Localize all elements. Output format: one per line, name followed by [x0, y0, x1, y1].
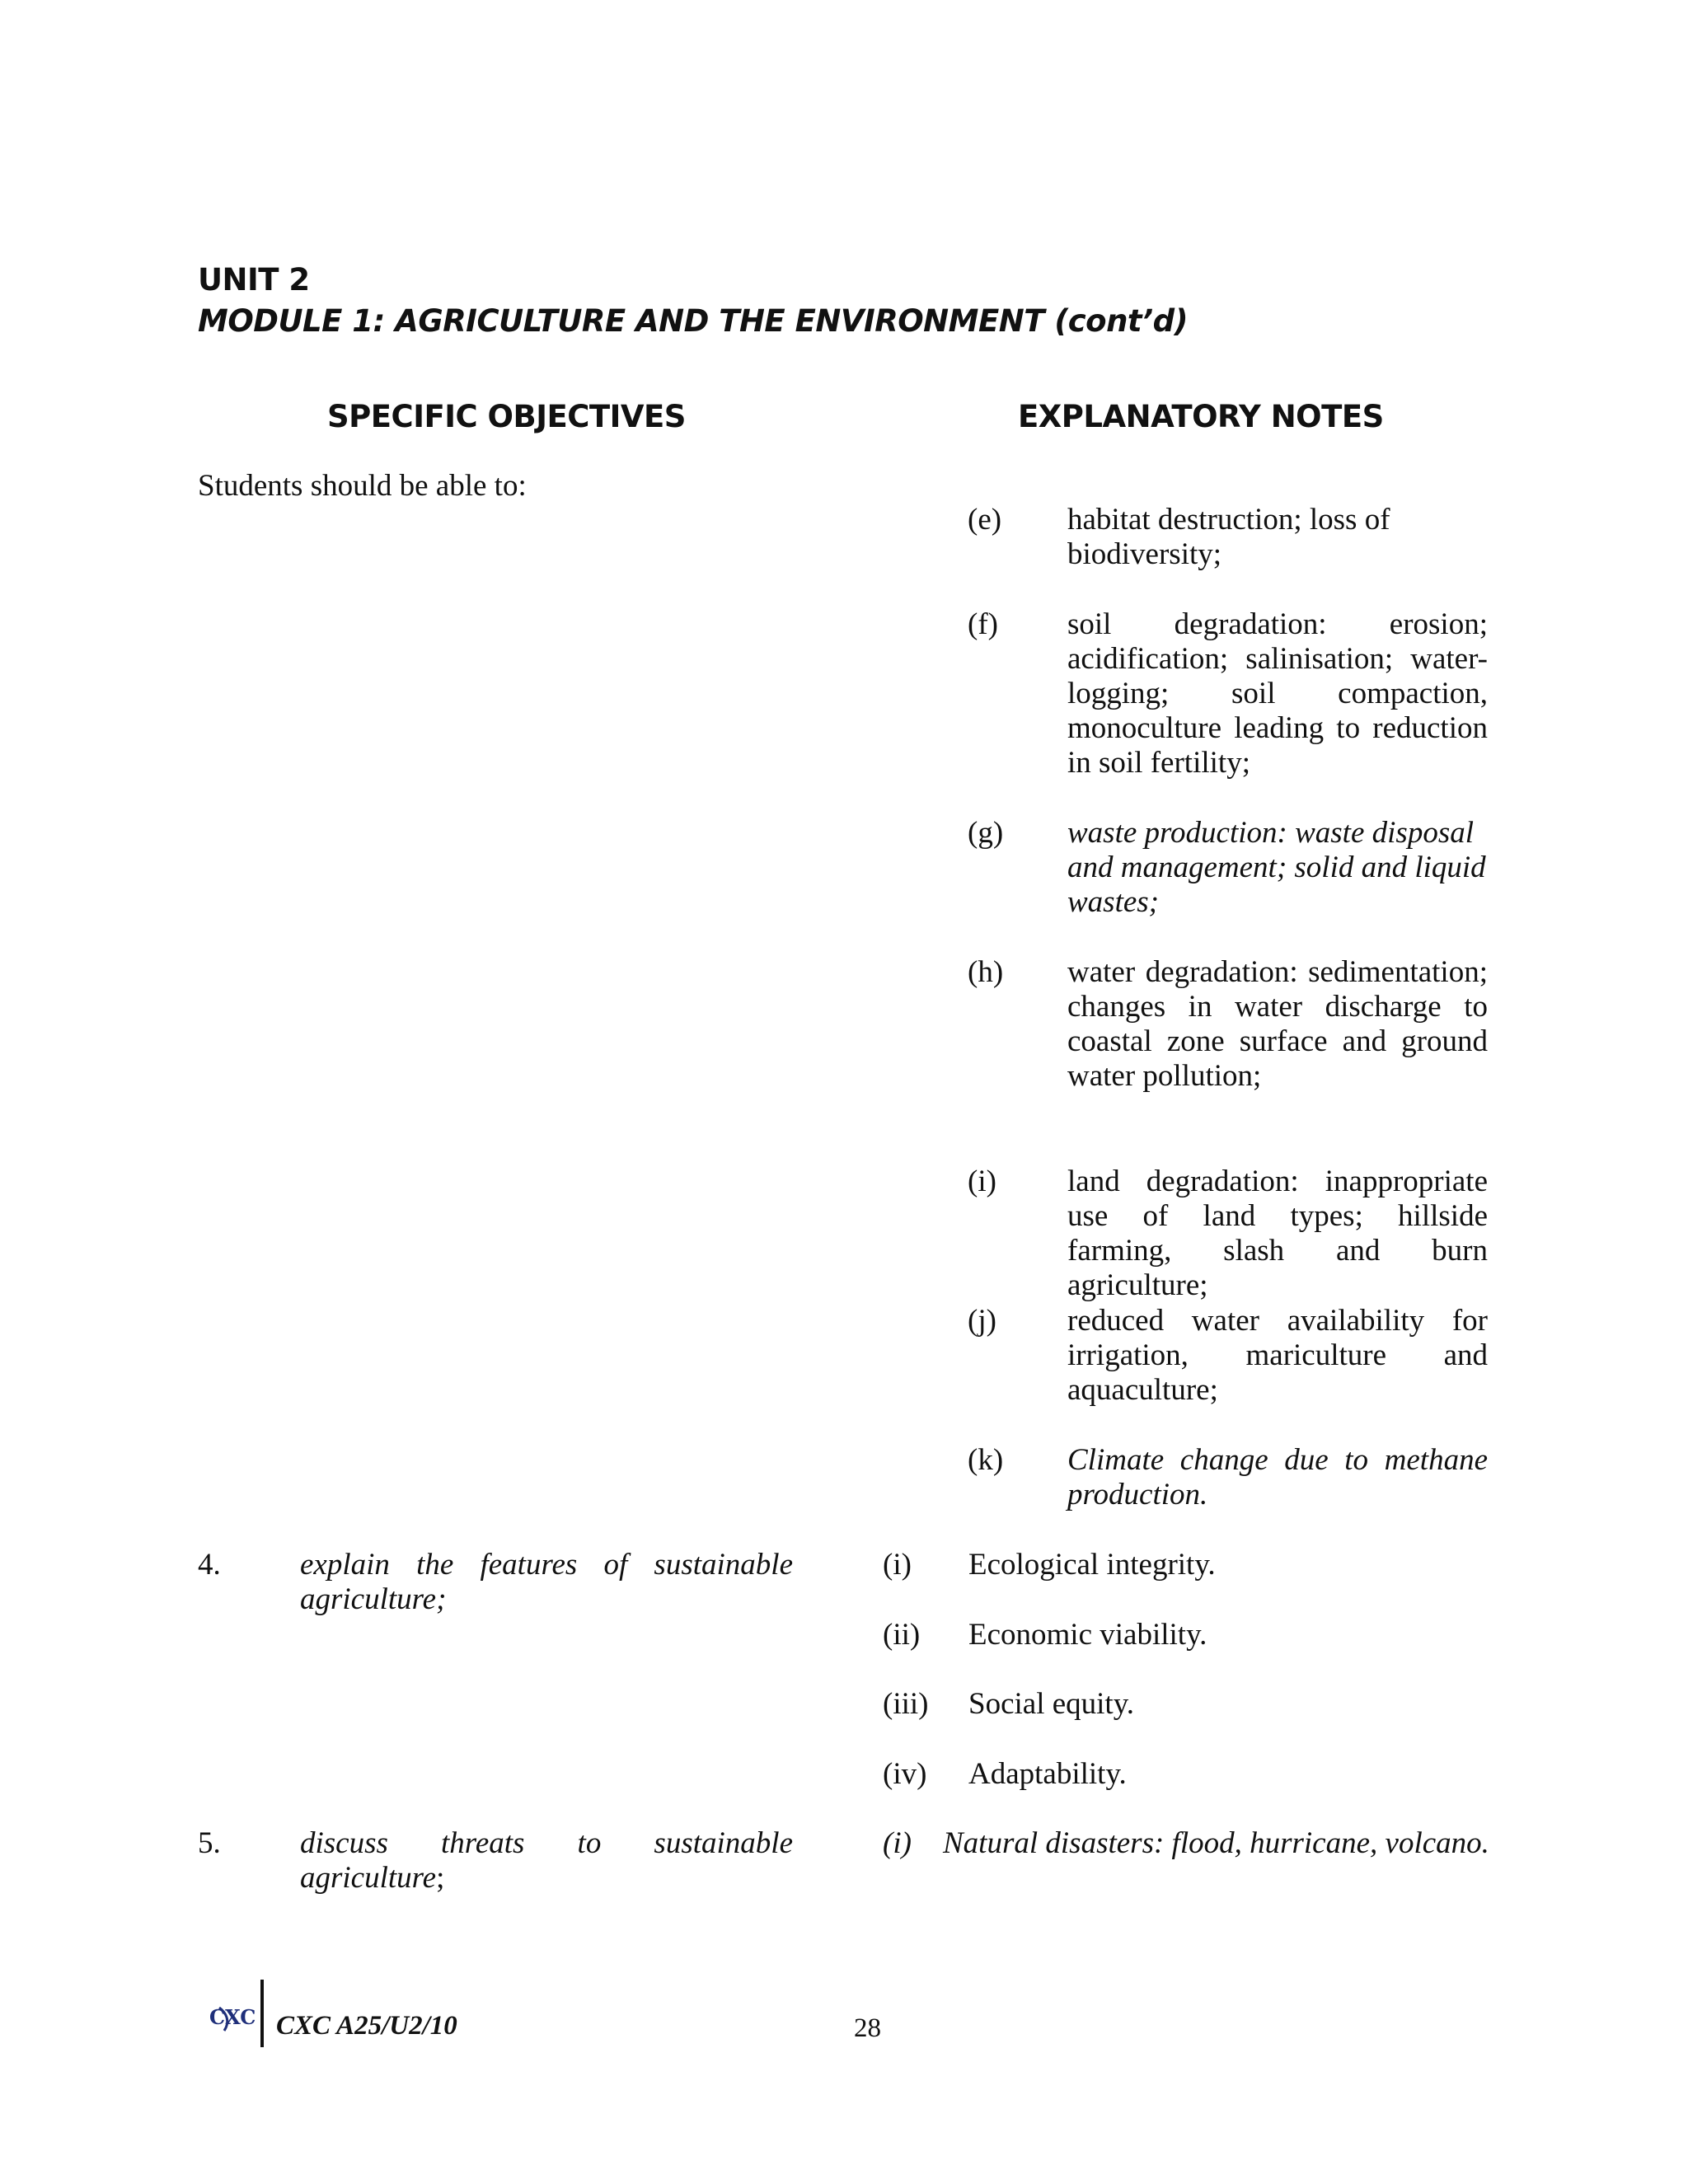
note-text-k: Climate change due to methane production.: [1067, 1443, 1488, 1511]
note-text-f: soil degradation: erosion; acidification; salinisation; water-logging; soil compaction, monoculture leading to reduction in soil fertility;: [1067, 607, 1488, 780]
feature-text-iv: Adaptability.: [968, 1757, 1127, 1791]
document-code: CXC A25/U2/10: [276, 2011, 457, 2041]
objective-number-5: 5.: [198, 1826, 221, 1860]
module-title: MODULE 1: AGRICULTURE AND THE ENVIRONMENT (cont’d): [198, 303, 1189, 339]
note-text-g: waste production: waste disposal and management; solid and liquid wastes;: [1067, 816, 1486, 919]
objective-text-4: explain the features of sustainable agriculture;: [300, 1548, 793, 1616]
note-label-h: (h): [968, 955, 1004, 989]
specific-objectives-heading: SPECIFIC OBJECTIVES: [327, 399, 686, 434]
intro-text: Students should be able to:: [198, 469, 527, 503]
note-text-e: habitat destruction; loss of biodiversity;: [1067, 503, 1390, 571]
feature-label-iv: (iv): [883, 1757, 927, 1791]
threat-label-i: (i): [883, 1826, 912, 1860]
feature-text-i: Ecological integrity.: [968, 1548, 1216, 1582]
unit-title: UNIT 2: [198, 262, 310, 298]
objective-text-5-italic: discuss threats to sustainable agriculture: [300, 1826, 793, 1895]
note-label-g: (g): [968, 816, 1004, 850]
objective-text-5: [300, 1826, 793, 1896]
feature-label-iii: (iii): [883, 1687, 929, 1721]
svg-text:CXC: CXC: [209, 2005, 256, 2029]
note-text-h: water degradation: sedimentation; changes in water discharge to coastal zone surface and ground water pollution;: [1067, 955, 1488, 1093]
objective-text-5-end: ;: [436, 1861, 445, 1895]
feature-label-ii: (ii): [883, 1618, 921, 1652]
footer-divider: [260, 1980, 264, 2047]
feature-text-iii: Social equity.: [968, 1687, 1135, 1721]
note-label-k: (k): [968, 1443, 1004, 1477]
objective-number-4: 4.: [198, 1548, 221, 1582]
feature-label-i: (i): [883, 1548, 912, 1582]
note-text-i: land degradation: inappropriate use of land types; hillside farming, slash and burn agriculture;: [1067, 1165, 1488, 1302]
page-number: 28: [854, 2013, 881, 2043]
threat-text-i: Natural disasters: flood, hurricane, volcano.: [943, 1826, 1489, 1860]
note-label-f: (f): [968, 607, 998, 641]
note-label-i: (i): [968, 1165, 996, 1198]
note-text-j: reduced water availability for irrigation, mariculture and aquaculture;: [1067, 1304, 1488, 1407]
feature-text-ii: Economic viability.: [968, 1618, 1207, 1652]
note-label-j: (j): [968, 1304, 996, 1338]
cxc-logo: [206, 2001, 257, 2041]
note-label-e: (e): [968, 503, 1002, 537]
explanatory-notes-heading: EXPLANATORY NOTES: [1018, 399, 1384, 434]
